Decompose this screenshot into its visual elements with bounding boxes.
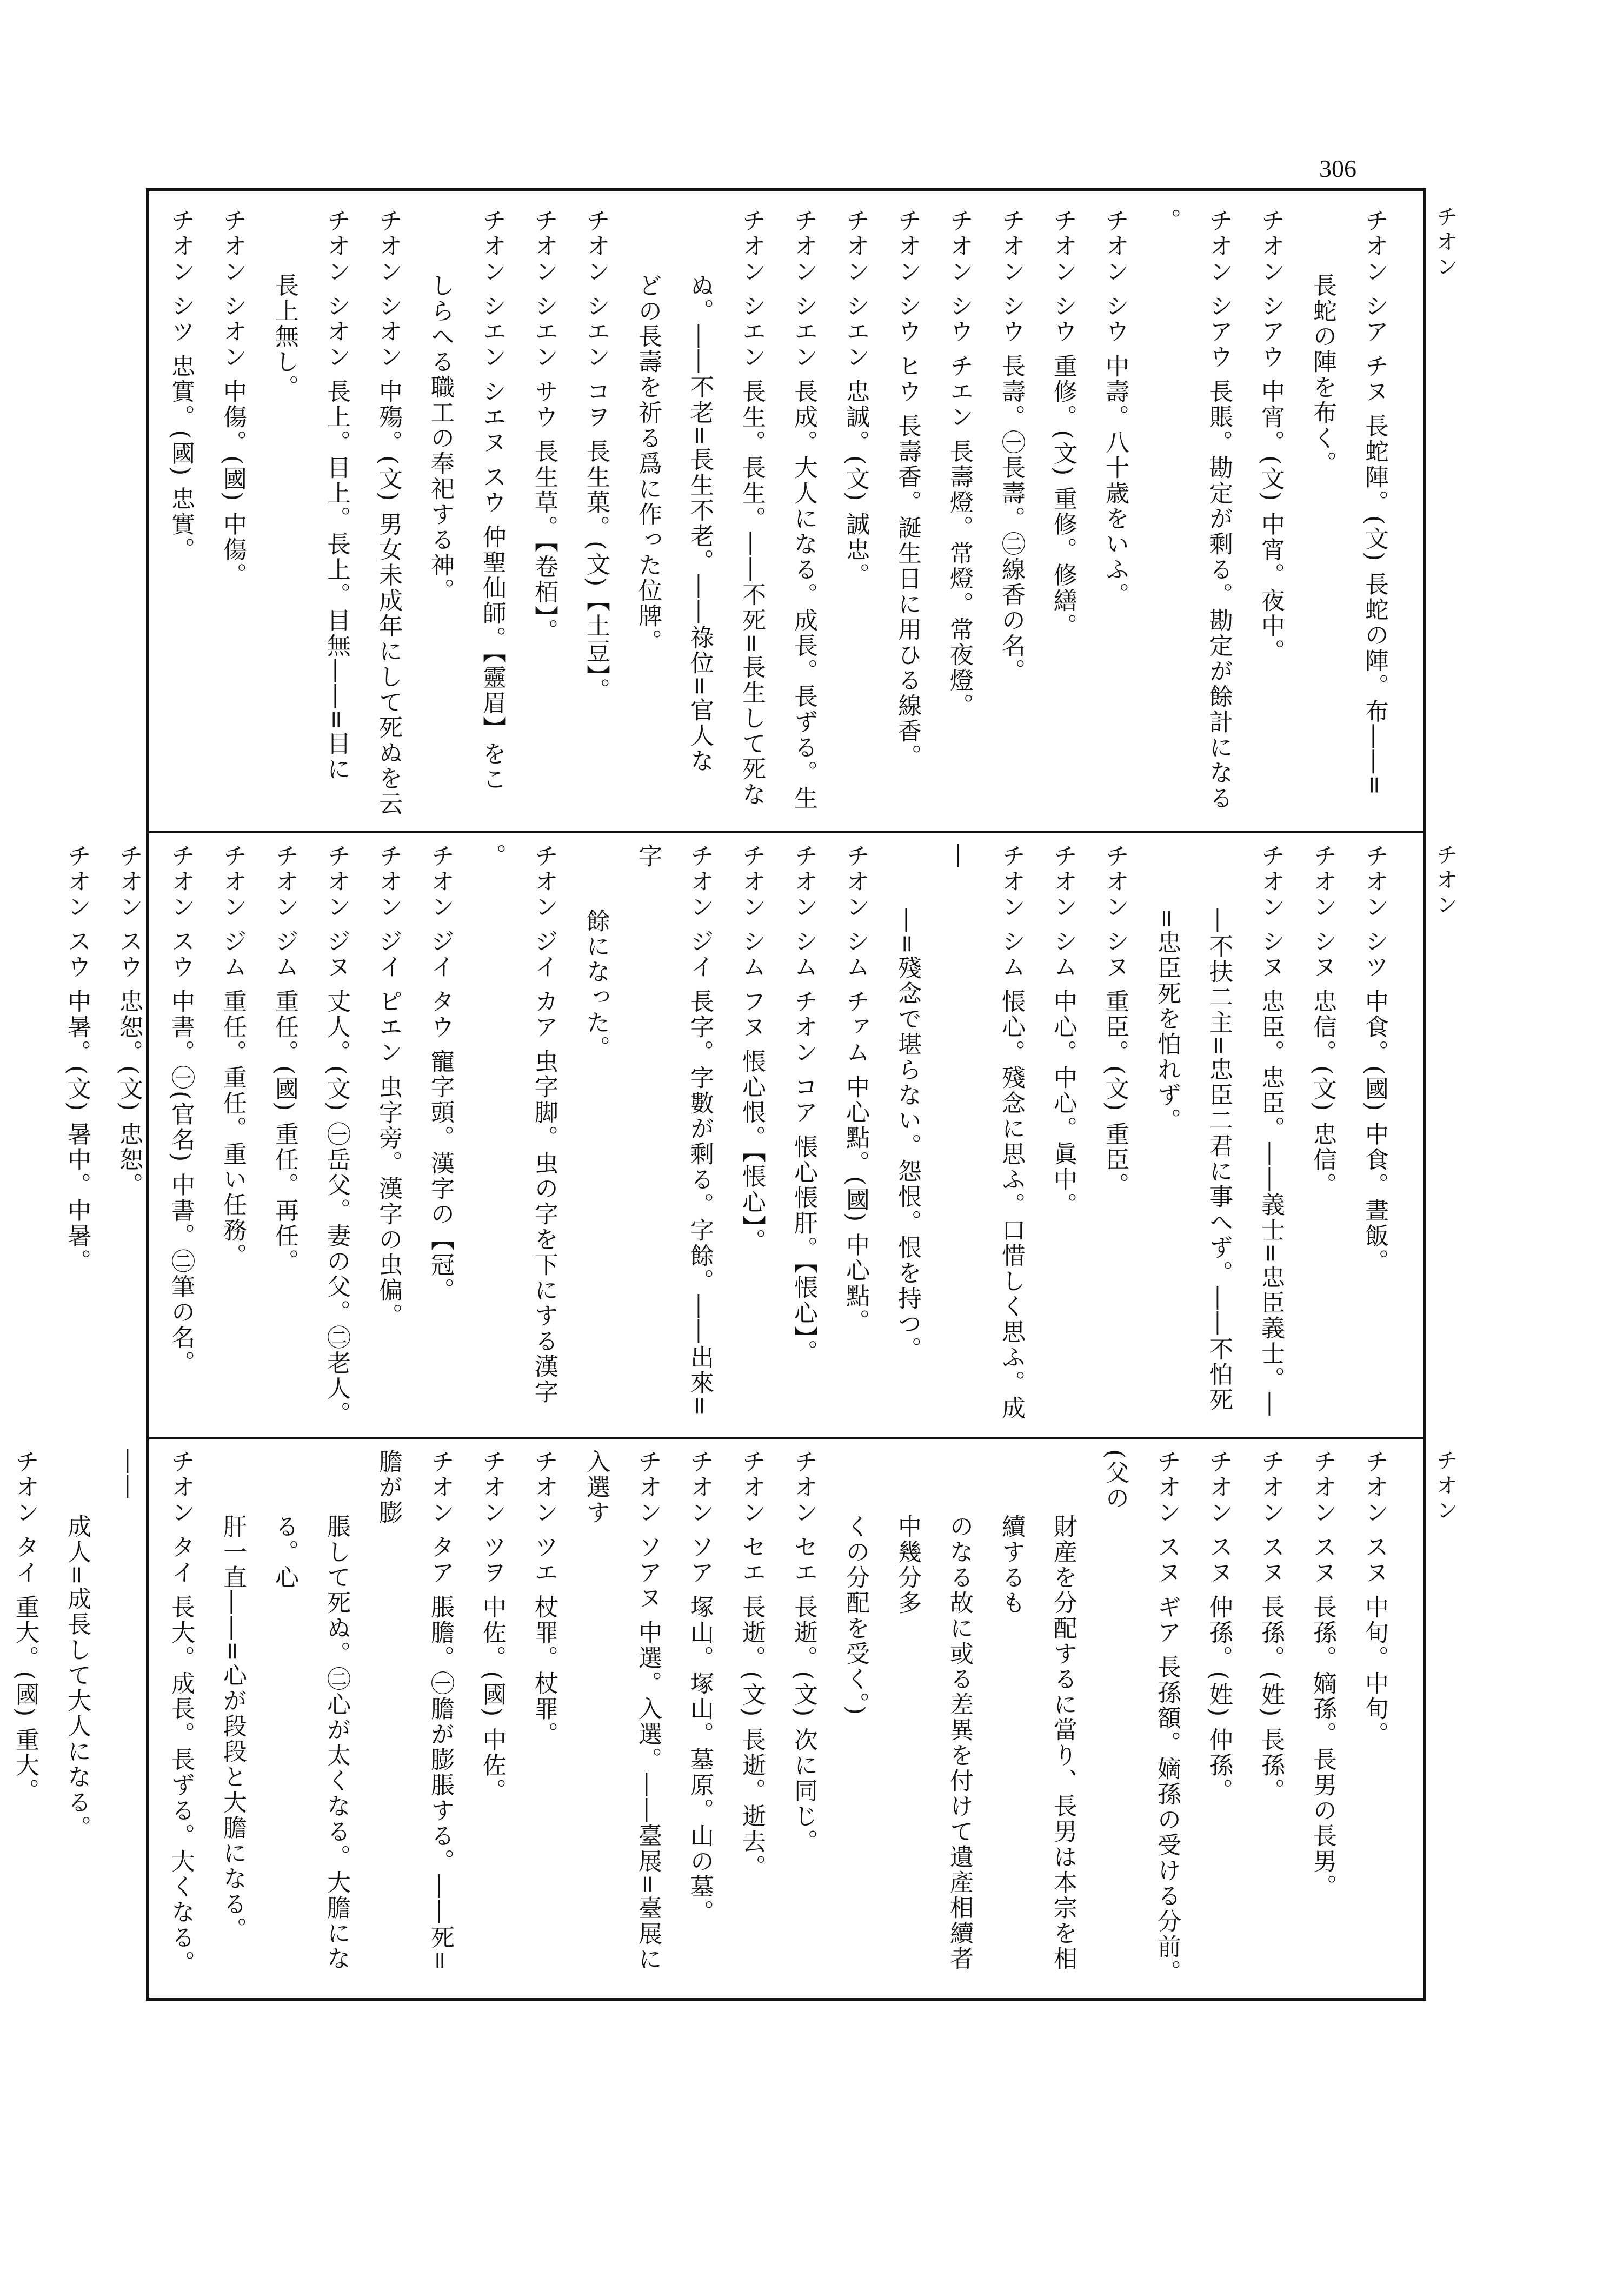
band-divider	[146, 1437, 1426, 1439]
entry-line: 成人=成長して大人になる。	[63, 1514, 91, 1841]
entry-line: チオン シエン コヲ 長生菓。(文)【土豆】。	[582, 208, 610, 704]
entry-line: チオン シエン 忠誠。(文) 誠忠。	[842, 208, 869, 588]
entry-line: 肝一直――=心が段段と大膽になる。	[219, 1514, 247, 1942]
entry-line: チオン シオン 長上。目上。長上。目無――=目に	[323, 208, 350, 782]
running-header-middle: チオン	[1433, 844, 1458, 918]
page-number: 306	[1319, 155, 1356, 182]
entry-line: チオン シム 中心。中心。眞中。	[1049, 844, 1077, 1218]
entry-line: チオン シヌ 忠臣。忠臣。――義士=忠臣義士。―	[1257, 844, 1285, 1417]
entry-line: ―不扶二主=忠臣二君に事へず。――不怕死	[1205, 908, 1233, 1413]
entry-line: 長上無し。	[271, 273, 298, 400]
entry-line: 財産を分配するに當り、長男は本宗を相續するも	[997, 1514, 1077, 1972]
entry-line: チオン シウ 長壽。㊀長壽。㊁線香の名。	[997, 208, 1025, 684]
entry-line: チオン スヌ 長孫。(姓) 長孫。	[1257, 1449, 1285, 1804]
entry-line: チオン ソア 塚山。塚山。墓原。山の墓。	[686, 1449, 714, 1925]
entry-line: チオン シヌ 忠信。(文) 忠信。	[1309, 844, 1336, 1198]
running-header-bottom: チオン	[1433, 1449, 1458, 1524]
entry-line: チオン セエ 長逝。(文) 長逝。逝去。	[738, 1449, 766, 1880]
entry-line: チオン ジヌ 丈人。(文) ㊀岳父。妻の父。㊁老人。	[323, 844, 350, 1427]
entry-line: チオン シウ 中壽。八十歳をいふ。	[1101, 208, 1129, 608]
entry-line: チオン スヌ 中旬。中旬。	[1361, 1449, 1388, 1747]
entry-line: チオン タイ 長大。成長。長ずる。大くなる。――	[115, 1449, 195, 1976]
entry-line: チオン ツヲ 中佐。(國) 中佐。	[478, 1449, 506, 1804]
entry-line: チオン タア 脹膽。㊀膽が膨脹する。――死=膽が膨	[375, 1449, 454, 1972]
entry-line: チオン シム チァム 中心點。(國) 中心點。	[842, 844, 869, 1335]
entry-line: チオン ジイ 長字。字數が剩る。字餘。――出來=字	[634, 844, 714, 1417]
entry-line: チオン ジイ ピエン 虫字旁。漢字の虫偏。	[375, 844, 402, 1329]
entry-line: チオン ジイ カア 虫字脚。虫の字を下にする漢字。	[478, 844, 558, 1405]
entry-line: ―=殘念で堪らない。怨恨。恨を持つ。	[894, 908, 921, 1362]
entry-line: チオン シム 悵心。殘念に思ふ。口惜しく思ふ。成―	[946, 844, 1025, 1421]
entry-line: =忠臣死を怕れず。	[1153, 908, 1181, 1133]
entry-line: チオン スヌ 長孫。嫡孫。長男の長男。	[1309, 1449, 1336, 1900]
entry-line: チオン セエ 長逝。(文) 次に同じ。	[790, 1449, 817, 1855]
entry-line: チオン ソアヌ 中選。入選。――臺展=臺展に入選す	[582, 1449, 662, 1972]
entry-line: ぬ。――不老=長生不老。――祿位=官人な	[686, 273, 714, 774]
entry-line: チオン スウ 中暑。(文) 暑中。中暑。	[63, 844, 91, 1275]
entry-line: チオン ジム 重任。重任。重い任務。	[219, 844, 247, 1269]
entry-line: チオン シエン 長成。大人になる。成長。長ずる。生	[790, 208, 817, 811]
entry-line: チオン シウ 重修。(文) 重修。修繕。	[1049, 208, 1077, 639]
entry-line: しらへる職工の奉祀する神。	[427, 273, 454, 603]
entry-line: チオン シオン 中殤。(文) 男女未成年にして死ぬを云	[375, 208, 402, 817]
entry-line: チオン シアウ 中宵。(文) 中宵。夜中。	[1257, 208, 1285, 665]
band-divider	[146, 831, 1426, 833]
entry-line: チオン タイ 重大。(國) 重大。	[11, 1449, 39, 1804]
entry-line: チオン スウ 中書。㊀(官名) 中書。㊁筆の名。	[167, 844, 195, 1376]
entry-line: 脹して死ぬ。㊁心が太くなる。大膽になる。心	[271, 1514, 350, 1972]
entry-line: チオン ジイ タウ 寵字頭。漢字の【冠。	[427, 844, 454, 1303]
entry-line: チオン スウ 忠恕。(文) 忠恕。	[115, 844, 143, 1198]
entry-line: チオン ジム 重任。(國) 重任。再任。	[271, 844, 298, 1275]
entry-line: チオン シウ ヒウ 長壽香。誕生日に用ひる線香。	[894, 208, 921, 769]
entry-line: チオン シエン サウ 長生草。【卷栢】。	[530, 208, 558, 644]
dictionary-band-bottom	[11, 1449, 1400, 1990]
entry-line: チオン シム チオン コア 悵心悵肝。【悵心】。	[790, 844, 817, 1365]
entry-line: くの分配を受く。)	[842, 1514, 869, 1717]
entry-line: チオン シウ チエン 長壽燈。常燈。常夜燈。	[946, 208, 973, 719]
entry-line: チオン スヌ ギア 長孫額。嫡孫の受ける分前。(父の	[1101, 1449, 1181, 1985]
entry-line: チオン シツ 中食。(國) 中食。晝飯。	[1361, 844, 1388, 1275]
dictionary-band-top	[157, 208, 1400, 822]
entry-line: チオン シム フヌ 悵心恨。【悵心】。	[738, 844, 766, 1254]
entry-line: 長蛇の陣を布く。	[1309, 273, 1336, 476]
dictionary-band-middle	[63, 844, 1400, 1428]
entry-line: チオン シヌ 重臣。(文) 重臣。	[1101, 844, 1129, 1198]
entry-line: チオン シア チヌ 長蛇陣。(文) 長蛇の陣。布――=	[1361, 208, 1388, 797]
entry-line: チオン ツエ 杖罪。杖罪。	[530, 1449, 558, 1747]
entry-line: のなる故に或る差異を付けて遺產相續者中幾分多	[894, 1514, 973, 1972]
entry-line: チオン シエン シエヌ スウ 仲聖仙師。【靈眉】をこ	[478, 208, 506, 792]
entry-line: 餘になった。	[582, 908, 610, 1061]
running-header-top: チオン	[1433, 205, 1458, 280]
entry-line: チオン シツ 忠實。(國) 忠實。	[167, 208, 195, 563]
entry-line: チオン シアウ 長賬。勘定が剩る。勘定が餘計になる。	[1153, 208, 1233, 811]
entry-line: チオン シエン 長生。長生。――不死=長生して死な	[738, 208, 766, 807]
entry-line: どの長壽を祈る爲に作った位牌。	[634, 273, 662, 654]
entry-line: チオン シオン 中傷。(國) 中傷。	[219, 208, 247, 588]
entry-line: チオン スヌ 仲孫。(姓) 仲孫。	[1205, 1449, 1233, 1804]
